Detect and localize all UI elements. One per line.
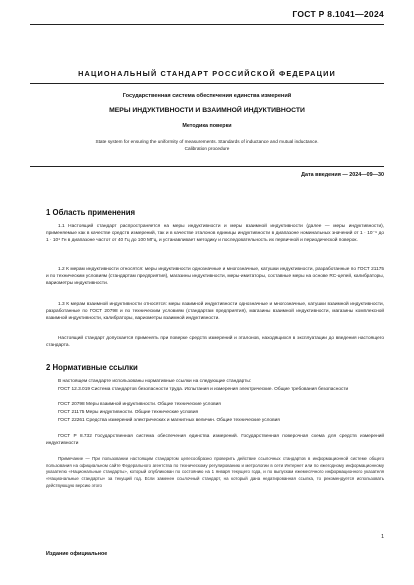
paragraph-1-4: [46, 335, 384, 349]
introduction-date: Дата введения — 2024—09—30: [301, 172, 384, 178]
paragraph-1-1-text: 1.1 Настоящий стандарт распространяется на меры индуктивности и меры взаимной индуктивности (далее — меры индуктивности), применяемые как в качестве средств измерений, так и в качестве эталонов единицы индуктивности в диапазоне номинальных значений от 1 · 10⁻⁹ до 1 · 10⁴ Гн в диапазоне частот от 40 Гц до 100 МГц, и устанавливает методику и последовательность их первичной и периодической поверок.: [46, 224, 384, 244]
paragraph-1-3-text: 1.3 К мерам взаимной индуктивности относятся: меры взаимной индуктивности однозначные и многозначные, катушки взаимной индуктивности, разработанные по ГОСТ 20798 и по техническим условиям (стандартам предприятия), магазины взаимной индуктивности, магазины комплексной взаимной индуктивности, калибраторы, вариометры взаимной индуктивности.: [46, 302, 384, 322]
system-title: Государственная система обеспечения единства измерений: [122, 93, 292, 99]
reference-2: [46, 401, 384, 408]
banner-rule: [30, 83, 384, 84]
reference-1-text: ГОСТ 12.3.019 Система стандартов безопасности труда. Испытания и измерения электрические. Общие требования безопасности: [58, 387, 349, 392]
reference-4: [46, 417, 384, 424]
english-title-line2: Calibration procedure: [184, 146, 230, 151]
english-title-line1: State system for ensuring the uniformity of measurements. Standards of inductance and mutual inductance.: [95, 139, 319, 144]
reference-3: [46, 409, 384, 416]
references-note: [46, 456, 384, 490]
reference-5-text: ГОСТ Р 8.732 Государственная система обеспечения единства измерений. Государственная поверочная схема для средств измерений индуктивности: [46, 434, 384, 447]
section-1-heading: 1 Область применения: [46, 208, 136, 217]
paragraph-1-2-text: 1.2 К мерам индуктивности относятся: меры индуктивности однозначные и многозначные, катушки индуктивности, разработанные по ГОСТ 21175 и по техническим условиям (стандартам предприятия), магазины индуктивности, меры-имитаторы, составные меры на основе RC-цепей, калибраторы, вариометры индуктивности.: [46, 267, 384, 287]
reference-1: [46, 386, 384, 393]
reference-4-text: ГОСТ 22261 Средства измерений электрических и магнитных величин. Общие технические условия: [58, 418, 280, 423]
title-rule: [30, 166, 384, 167]
page-number: 1: [381, 534, 384, 540]
references-intro-text: В настоящем стандарте использованы нормативные ссылки на следующие стандарты:: [58, 379, 252, 384]
reference-5: [46, 433, 384, 447]
section-2-heading: 2 Нормативные ссылки: [46, 363, 138, 372]
paragraph-1-1: [46, 223, 384, 245]
main-title: МЕРЫ ИНДУКТИВНОСТИ И ВЗАИМНОЙ ИНДУКТИВНОСТИ: [109, 107, 305, 114]
reference-2-text: ГОСТ 20798 Меры взаимной индуктивности. Общие технические условия: [58, 402, 221, 407]
official-edition-label: Издание официальное: [46, 551, 108, 557]
reference-3-text: ГОСТ 21175 Меры индуктивности. Общие технические условия: [58, 410, 199, 415]
document-code: ГОСТ Р 8.1041—2024: [292, 9, 384, 19]
header-rule: [30, 24, 384, 25]
method-title: Методика поверки: [182, 123, 232, 129]
references-intro: [46, 378, 384, 385]
paragraph-1-3: [46, 301, 384, 323]
references-note-text: Примечание — При пользовании настоящим стандартом целесообразно проверить действие ссылочных стандартов в информационной системе общего пользования на официальном сайте Федерального агентства по техническому регулированию и метрологии в сети Интернет или по ежегодному информационному указателю «Национальные стандарты», который опубликован по состоянию на 1 января текущего года, и по выпускам ежемесячного информационного указателя «Национальные стандарты» за текущий год. Если заменен ссылочный стандарт, на который дана недатированная ссылка, то рекомендуется использовать действующую версию этого: [46, 456, 384, 488]
paragraph-1-4-text: Настоящий стандарт допускается применять при поверке средств измерений и эталонов, находящихся в эксплуатации до введения настоящего стандарта.: [46, 336, 384, 349]
paragraph-1-2: [46, 266, 384, 288]
english-title: [40, 138, 374, 152]
national-standard-banner: НАЦИОНАЛЬНЫЙ СТАНДАРТ РОССИЙСКОЙ ФЕДЕРАЦИИ: [78, 69, 336, 78]
